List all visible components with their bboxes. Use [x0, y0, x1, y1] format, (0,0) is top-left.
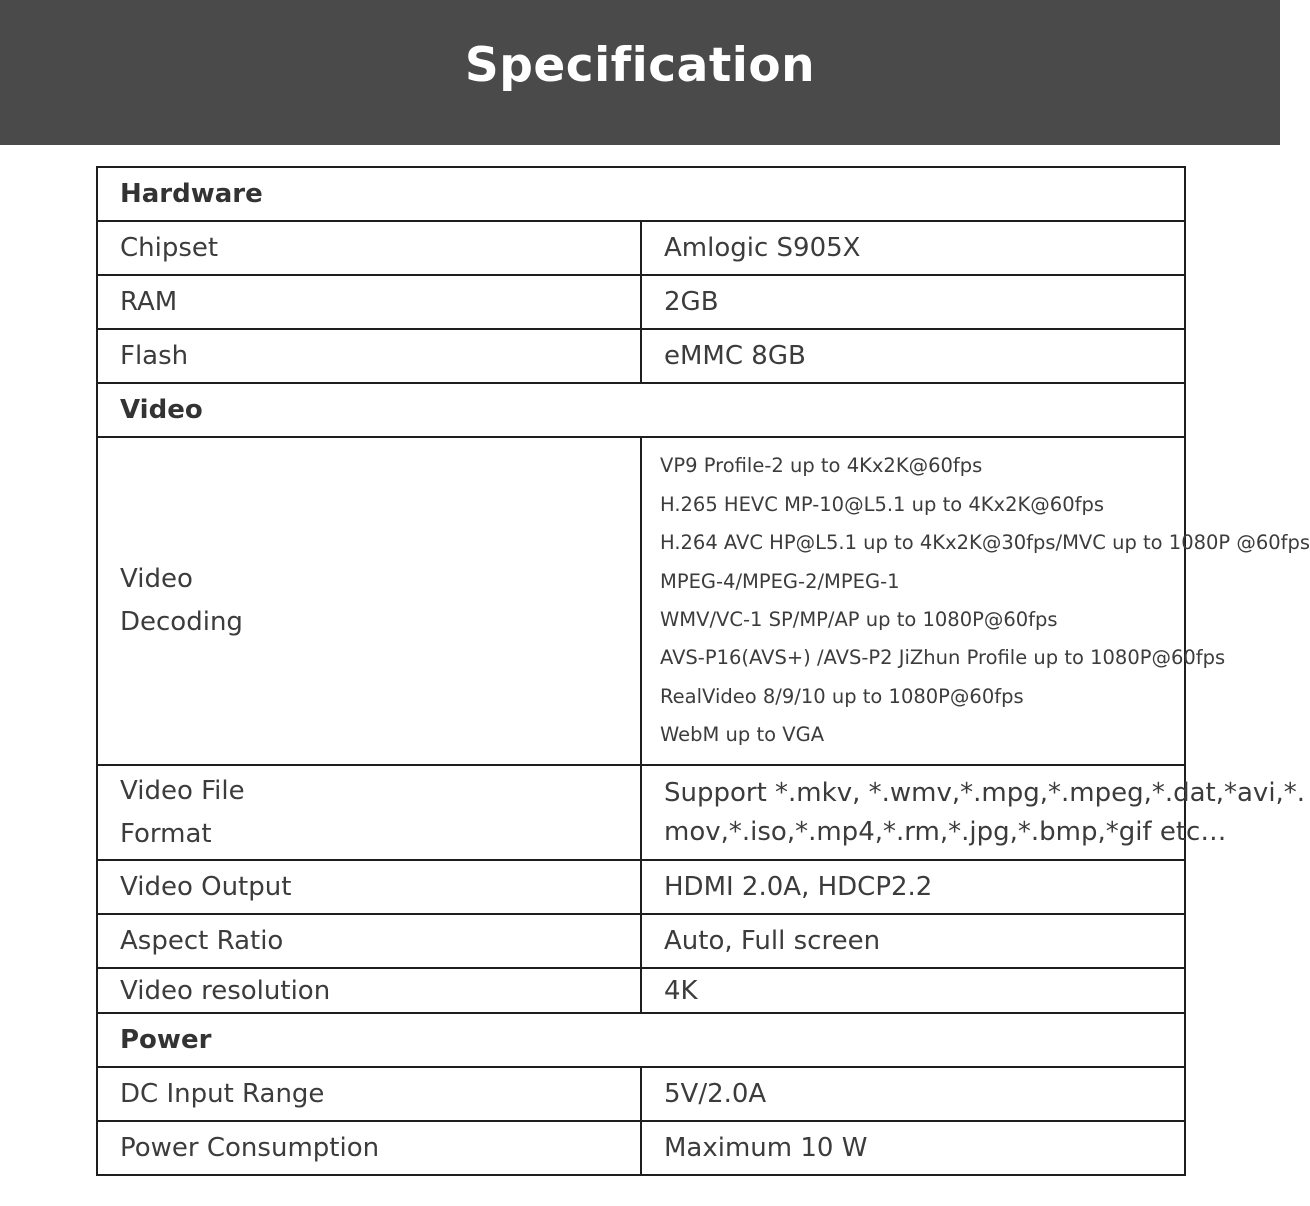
header-banner	[0, 0, 1280, 145]
spec-value: 4K	[641, 968, 1185, 1013]
section-heading-hardware: Hardware	[97, 167, 1185, 221]
spec-value: 5V/2.0A	[641, 1067, 1185, 1121]
table-row	[97, 437, 1185, 765]
spec-label: Flash	[97, 329, 641, 383]
spec-label	[97, 437, 641, 765]
page-title: Specification	[464, 38, 816, 93]
decoding-format: RealVideo 8/9/10 up to 1080P@60fps	[660, 684, 1024, 708]
spec-value-line: Support *.mkv, *.wmv,*.mpg,*.mpeg,*.dat,*avi,*.	[664, 777, 1306, 808]
decoding-format: H.265 HEVC MP-10@L5.1 up to 4Kx2K@60fps	[660, 492, 1105, 516]
section-row-hardware	[97, 167, 1185, 221]
spec-label: RAM	[97, 275, 641, 329]
table-row	[97, 329, 1185, 383]
spec-value: Maximum 10 W	[641, 1121, 1185, 1175]
decoding-format: WMV/VC-1 SP/MP/AP up to 1080P@60fps	[660, 608, 1058, 631]
decoding-format: H.264 AVC HP@L5.1 up to 4Kx2K@30fps/MVC up to 1080P @60fps	[660, 531, 1310, 555]
spec-value	[641, 765, 1306, 860]
spec-label-line: Format	[120, 818, 212, 849]
table-row	[97, 765, 1185, 860]
section-row-power	[97, 1013, 1185, 1067]
spec-value: HDMI 2.0A, HDCP2.2	[641, 860, 1185, 914]
table-row	[97, 221, 1185, 275]
decoding-format: WebM up to VGA	[660, 723, 825, 747]
table-row	[97, 275, 1185, 329]
table-row	[97, 1067, 1185, 1121]
spec-table	[96, 166, 1310, 1176]
spec-label: Video Output	[97, 860, 641, 914]
spec-label-line: Decoding	[120, 607, 243, 637]
section-row-video	[97, 383, 1185, 437]
decoding-format: AVS-P16(AVS+) /AVS-P2 JiZhun Profile up to 1080P@60fps	[660, 646, 1226, 670]
spec-label: Power Consumption	[97, 1121, 641, 1175]
spec-label: Chipset	[97, 221, 641, 275]
table-row	[97, 968, 1185, 1013]
spec-value: eMMC 8GB	[641, 329, 1185, 383]
spec-value: Auto, Full screen	[641, 914, 1185, 968]
spec-value-line: mov,*.iso,*.mp4,*.rm,*.jpg,*.bmp,*gif etc…	[664, 816, 1227, 847]
table-row	[97, 914, 1185, 968]
section-heading-video: Video	[97, 383, 1185, 437]
spec-label	[97, 765, 641, 860]
spec-label-line: Video	[120, 564, 193, 594]
spec-label: Aspect Ratio	[97, 914, 641, 968]
decoding-format: VP9 Profile-2 up to 4Kx2K@60fps	[660, 454, 983, 478]
spec-value: 2GB	[641, 275, 1185, 329]
table-row	[97, 860, 1185, 914]
spec-label: DC Input Range	[97, 1067, 641, 1121]
spec-value: Amlogic S905X	[641, 221, 1185, 275]
spec-label-line: Video File	[120, 775, 245, 806]
table-row	[97, 1121, 1185, 1175]
spec-value-list	[641, 437, 1310, 765]
section-heading-power: Power	[97, 1013, 1185, 1067]
decoding-format: MPEG-4/MPEG-2/MPEG-1	[660, 569, 900, 593]
spec-label: Video resolution	[97, 968, 641, 1013]
